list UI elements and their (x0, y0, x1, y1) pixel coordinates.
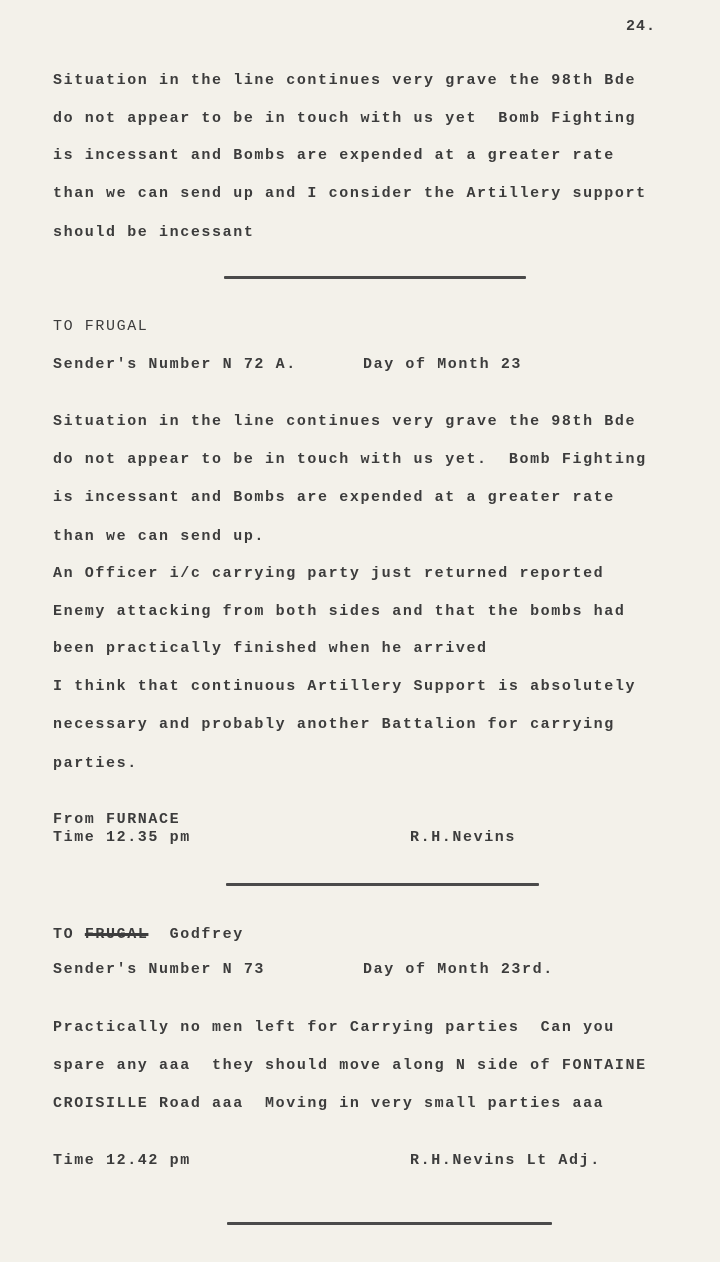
message-2-line: Enemy attacking from both sides and that the bombs had (53, 603, 626, 620)
message-2-time: Time 12.35 pm (53, 829, 191, 846)
page-number: 24. (626, 18, 657, 35)
message-3-signature: R.H.Nevins Lt Adj. (410, 1152, 601, 1169)
message-2-line: is incessant and Bombs are expended at a greater rate (53, 489, 615, 506)
message-1-line: do not appear to be in touch with us yet Bomb Fighting (53, 110, 637, 127)
message-3-senders-number: Sender's Number N 73 (53, 961, 266, 978)
message-2-line: do not appear to be in touch with us yet. Bomb Fighting (53, 451, 647, 468)
message-3-recipient-name: Godfrey (169, 926, 244, 943)
divider-rule (224, 276, 526, 279)
message-3-to-prefix: TO (53, 926, 75, 943)
message-2-line: been practically finished when he arrived (53, 640, 488, 657)
message-2-senders-number: Sender's Number N 72 A. (53, 356, 297, 373)
message-3-struck-recipient: FRUGAL (84, 926, 149, 943)
message-2-from: From FURNACE (53, 811, 181, 828)
message-2-line: necessary and probably another Battalion for carrying (53, 716, 615, 733)
message-3-line: CROISILLE Road aaa Moving in very small parties aaa (53, 1095, 605, 1112)
message-1-line: is incessant and Bombs are expended at a greater rate (53, 147, 615, 164)
message-2-line: An Officer i/c carrying party just returned reported (53, 565, 605, 582)
message-1-line: Situation in the line continues very grave the 98th Bde (53, 72, 637, 89)
message-3-line: spare any aaa they should move along N side of FONTAINE (53, 1057, 647, 1074)
message-2-day-of-month: Day of Month 23 (363, 356, 523, 373)
message-2-recipient: TO FRUGAL (53, 318, 149, 335)
message-2-line: parties. (53, 755, 138, 772)
message-3-time: Time 12.42 pm (53, 1152, 191, 1169)
message-2-line: than we can send up. (53, 528, 266, 545)
divider-rule (227, 1222, 552, 1225)
message-3-recipient (53, 926, 244, 944)
message-2-line: Situation in the line continues very grave the 98th Bde (53, 413, 637, 430)
message-1-line: should be incessant (53, 224, 255, 241)
message-2-signature: R.H.Nevins (410, 829, 517, 846)
message-1-line: than we can send up and I consider the Artillery support (53, 185, 647, 202)
divider-rule (226, 883, 539, 886)
message-3-line: Practically no men left for Carrying parties Can you (53, 1019, 615, 1036)
message-2-line: I think that continuous Artillery Support is absolutely (53, 678, 637, 695)
message-3-day-of-month: Day of Month 23rd. (363, 961, 554, 978)
